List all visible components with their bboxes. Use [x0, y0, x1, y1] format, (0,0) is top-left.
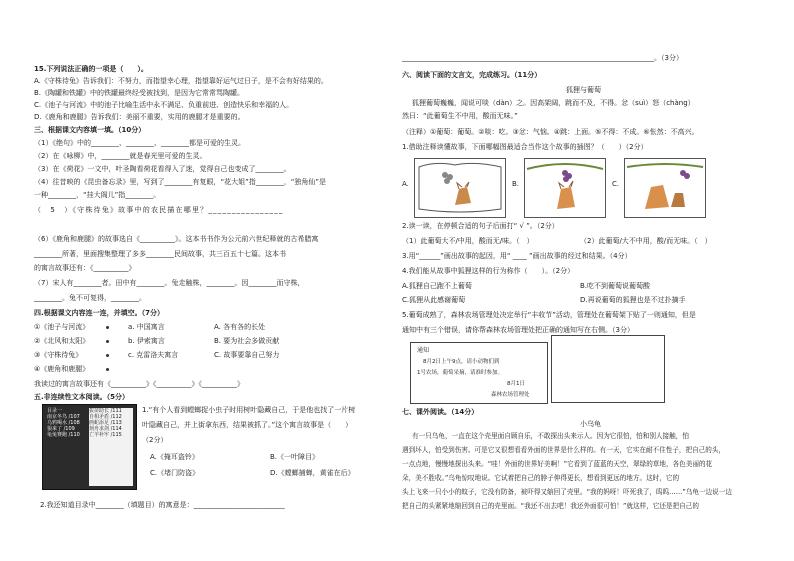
q4-option-a: A.狐狸自己跑不上葡萄 [402, 282, 472, 290]
s5-q1-option-a: A.《掩耳盗铃》 [150, 453, 199, 461]
q4-option-c: C.狐狸从此感谢葡萄 [402, 296, 466, 304]
q4: 4.我们能从故事中狐狸这样的行为称作（ ）。（2分） [402, 267, 575, 275]
s4-moral: C. 故事要靠自己努力 [214, 351, 280, 359]
pic-label-c: C. [612, 180, 620, 188]
s3-line: （2）在《咏柳》中，________就是春光里可爱的生灵。 [34, 152, 207, 160]
s4-moral: B. 要为社会多做贡献 [214, 337, 280, 345]
s3-line: （6）《鹿角和鹿腿》的故事选自《__________》。这本书书作为公元前六世纪释就的古希腊寓 [34, 235, 319, 243]
s4-book: ③《守株待兔》 [34, 351, 83, 359]
notice-box [410, 342, 548, 404]
s5-q1-line: 1.“有个人看到螳螂捉小虫子时用树叶隐藏自己，于是他也找了一片树 [142, 406, 356, 414]
toc-line: 狼来了 /109 [47, 426, 75, 432]
q15-option-b: B.《陶罐和铁罐》中的铁罐最终经受被找到，是因为它常常骂陶罐。 [34, 89, 245, 97]
fox-grapes-icon [525, 159, 605, 217]
section5-title: 五.非连续性文本阅读。（5分） [34, 393, 130, 401]
section4-title: 四.根据课文内容连一连，并填空。（7分） [34, 309, 165, 317]
poem-line: 然曰：“此葡萄生不中用，酸而无味。” [402, 112, 518, 120]
section7-title: 七、课外阅读。（14分） [402, 408, 479, 416]
s4-book: ①《池子与河流》 [34, 323, 90, 331]
fox-grapes-icon [415, 159, 505, 217]
story-line: 遇到坏人，怕受到伤害。可是它又很想看看外面的世界是什么样的。有一天，它实在耐不住性子，把自己的头， [402, 446, 726, 454]
story-line: 朵，美不胜收。”乌龟惊叹地说。它试着把自己的脖子伸得更长，想看到更远的地方。这时，它的 [402, 474, 680, 482]
notice-line: 8月2日上午9点，请小动物们到 [423, 359, 500, 365]
section6-title: 六、阅读下面的文言文，完成练习。（11分） [402, 71, 542, 79]
story-line: 把自己的头紧紧地缩回到自己的壳里面。“我还不出去吧！我还外面很可怕！”就这样，它还是把自己的 [402, 502, 699, 510]
s3-line: （7）宋人有________者。田中有________。兔走触株，________。因________而守株， [34, 279, 305, 287]
q15-option-c: C.《池子与河流》中的池子比喻生活中永不满足、负重前进、创造快乐和幸福的人。 [34, 101, 294, 109]
story-line: 头上飞来一只小小的蚊子，它没有防备，被吓得又缩回了壳里。“我的妈呀！吓死我了，呜呜……”乌龟一边说一边 [402, 488, 732, 496]
notice-head: 通知 [417, 347, 430, 354]
poem-line: 狐狸葡萄巍巍，闻说可啖（dàn）之。因高架阔，跳而不及，不得。忿（suì）怒（chàng） [412, 99, 695, 107]
s4-origin: c. 克雷洛夫寓言 [128, 351, 179, 359]
poem-notes: （注释）①葡萄：葡萄。②啖：吃。③忿：气恼。④跳：上面。⑤不得：不成。⑥怅然：不高兴。 [402, 128, 699, 136]
q15-title: 15.下列说法正确的一项是（ ）。 [34, 65, 148, 73]
s5-q2: 2.我还知道目录中________（填题目）的寓意是：__________________________ [40, 501, 285, 509]
s5-q1-option-b: B.《一叶障目》 [270, 453, 320, 461]
section3-title: 三、根据课文内容填一填。（10分） [34, 126, 146, 134]
q15-option-a: A.《守株待兔》告诉我们：不努力，而指望幸心理，指望靠好运气过日子，是不会有好结果的。 [34, 77, 328, 85]
q4-option-d: D.再说葡萄的狐狸也是不过扑摘手 [580, 296, 686, 304]
s3-line: 一种________，“挂大阁儿”指________。 [34, 191, 161, 199]
toc-line: 南京冬鸟 /107 [47, 414, 80, 420]
s5-q1-option-c: C.《堵门防盗》 [150, 469, 200, 477]
illustration-c[interactable] [624, 158, 706, 218]
left-column [34, 0, 390, 561]
s4-origin: b. 伊索寓言 [128, 337, 165, 345]
answer-box[interactable] [551, 335, 665, 403]
match-dot[interactable] [106, 354, 109, 357]
notice-sign: 森林农场管理处 [491, 392, 530, 398]
s4-moral: A. 各有各的长处 [214, 323, 266, 331]
notice-line: 1号农场，葡萄采摘，请准时参加。 [417, 370, 504, 376]
q15-option-d: D.《鹿角和鹿腿》告诉我们：美丽不重要，实用的鹿腿才是重要的。 [34, 113, 245, 121]
s3-line: （ 5 ）《守株待兔》故事中的农民描在哪里？________________ [34, 206, 284, 214]
right-column [402, 0, 772, 561]
q5-line: 5.葡萄成熟了，森林农场管理处决定举行“丰收节”活动，管理处在葡萄架下贴了一则通知，但是 [402, 311, 696, 319]
s4-book: ④《鹿角和鹿腿》 [34, 365, 90, 373]
q2: 2.读一读，在停顿合适的句子后面打“ √ ”。（2分） [402, 222, 559, 230]
poem-title: 狐狸与葡萄 [566, 86, 601, 94]
match-dot[interactable] [106, 368, 109, 371]
toc-line: 刻舟求剑 /114 [89, 426, 122, 432]
s3-line: ________所著，里面搜集整理了多多________民间故事，共三百五十七篇。这本书 [34, 250, 286, 258]
s4-fill-line: 我读过的寓言故事还有《__________》《__________》《__________》 [34, 380, 244, 388]
toc-line: 目录一 [47, 408, 63, 414]
toc-line: 画蛇添足 /113 [89, 420, 122, 426]
s5-q1-line: 叶隐藏自己，并上街拿东西，结果被抓了。”这个寓言故事是（ ） [142, 421, 353, 429]
pic-label-b: B. [512, 180, 520, 188]
toc-line: 龟兔赛跑 /110 [47, 432, 80, 438]
answer-line: ________________________________________________________________________。（3分） [402, 54, 683, 62]
s3-line: （1）《绝句》中的________、________、________都是可爱的生灵。 [34, 139, 245, 147]
pic-label-a: A. [402, 180, 409, 188]
illustration-b[interactable] [524, 158, 606, 218]
s3-line: ________。兔不可复得，________。 [34, 294, 146, 302]
q2-option-1: （1）此葡萄大不/中用，酸而无/味。（ ） [402, 237, 534, 245]
notice-date: 8月1日 [507, 381, 525, 387]
story-line: 一点点地，慢慢地探出头来。“哇！外面的世界好美啊！”它看到了蓝蓝的天空，翠绿的草地，各色美丽的花 [402, 460, 713, 468]
s4-book: ②《北风和太阳》 [34, 337, 90, 345]
story-line: 有一只乌龟，一直在这个壳里面自顾自乐，不敢探出头来示人。因为它很怕，怕和别人接触，怕 [412, 432, 689, 440]
s3-line: （4）往昔映的《昆虫备忘录》里，写到了________有复眼，“花大姐”指________，“独角仙”是 [34, 178, 326, 186]
q4-option-b: B.吃不到葡萄说葡萄酸 [580, 282, 651, 290]
story-title: 小乌龟 [580, 420, 601, 428]
q1: 1.借助注释读懂故事，下面哪幅图最适合当作这个故事的插图？（ ）（2分） [402, 143, 648, 151]
s3-line: 的寓言故事还有：《__________》 [34, 264, 136, 272]
toc-line: 自相矛盾 /112 [89, 414, 122, 420]
toc-line: 拔苗助长 /111 [89, 408, 122, 414]
q3: 3.用“______”画出故事的起因，用“ ____ ”画出故事的经过和结果。（4分） [402, 252, 632, 260]
s5-q1-line: （2分） [142, 436, 168, 444]
toc-image [42, 404, 137, 490]
toc-line: 乌鸦喝水 /108 [47, 420, 80, 426]
s3-line: （3）在《荷花》一文中，叶圣陶看荷花看得入了迷，觉得自己也变成了________。 [34, 165, 291, 173]
s5-q1-option-d: D.《螳螂捕蝉，黄雀在后》 [270, 469, 355, 477]
s4-origin: a. 中国寓言 [128, 323, 165, 331]
q2-option-2: （2）此葡萄/大不中用，酸/而无味。（ ） [580, 237, 712, 245]
fox-grapes-icon [625, 159, 705, 217]
toc-line: 亡羊补牢 /115 [89, 432, 122, 438]
match-dot[interactable] [106, 326, 109, 329]
match-dot[interactable] [106, 340, 109, 343]
illustration-a[interactable] [414, 158, 506, 218]
q5-line: 通知中有三个错误，请你帮森林农场管理处把正确的通知写在右侧。（3分） [402, 326, 634, 334]
